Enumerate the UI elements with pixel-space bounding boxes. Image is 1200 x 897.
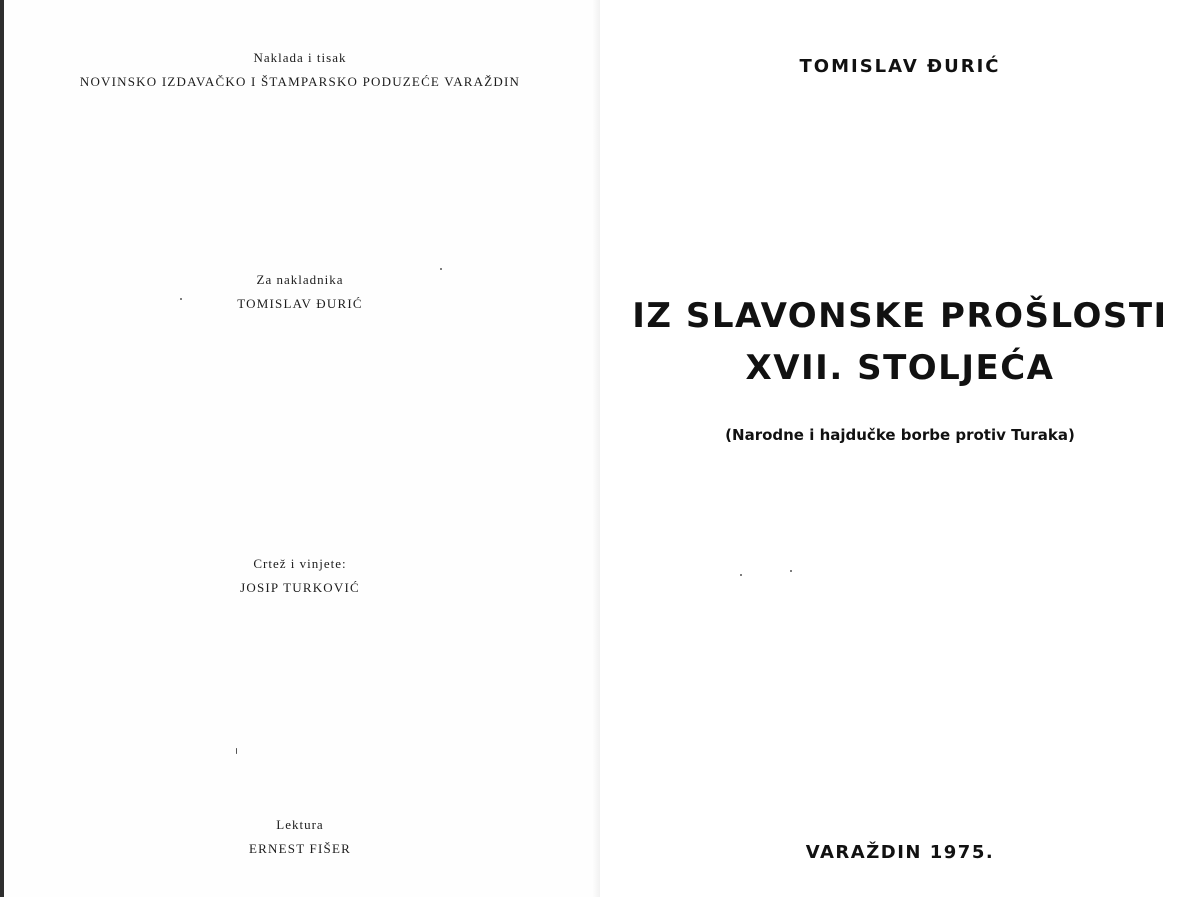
imprint: VARAŽDIN 1975.: [805, 842, 995, 863]
paper-speck: [440, 268, 442, 270]
drawings-label: Crtež i vinjete:: [253, 556, 347, 571]
for-publisher-block: [0, 268, 600, 316]
publisher-label: Naklada i tisak: [253, 50, 347, 65]
book-title: [600, 290, 1200, 394]
paper-speck: [740, 574, 742, 576]
book-subtitle: (Narodne i hajdučke borbe protiv Turaka): [725, 426, 1075, 444]
drawings-block: [0, 552, 600, 600]
title-line-2: XVII. STOLJEĆA: [745, 348, 1055, 388]
author-name: TOMISLAV ĐURIĆ: [799, 56, 1001, 77]
proofreading-label: Lektura: [276, 817, 324, 832]
proofreading-name: ERNEST FIŠER: [249, 841, 351, 856]
paper-speck: [180, 298, 182, 300]
publisher-block: [0, 46, 600, 94]
paper-speck: [236, 748, 237, 754]
right-page: [600, 0, 1200, 897]
for-publisher-label: Za nakladnika: [256, 272, 344, 287]
paper-speck: [790, 570, 792, 572]
for-publisher-name: TOMISLAV ĐURIĆ: [237, 296, 363, 311]
publisher-name: NOVINSKO IZDAVAČKO I ŠTAMPARSKO PODUZEĆE VARAŽDIN: [79, 74, 521, 89]
drawings-name: JOSIP TURKOVIĆ: [240, 580, 360, 595]
title-line-1: IZ SLAVONSKE PROŠLOSTI: [632, 296, 1168, 336]
binding-edge: [0, 0, 4, 897]
proofreading-block: [0, 813, 600, 861]
